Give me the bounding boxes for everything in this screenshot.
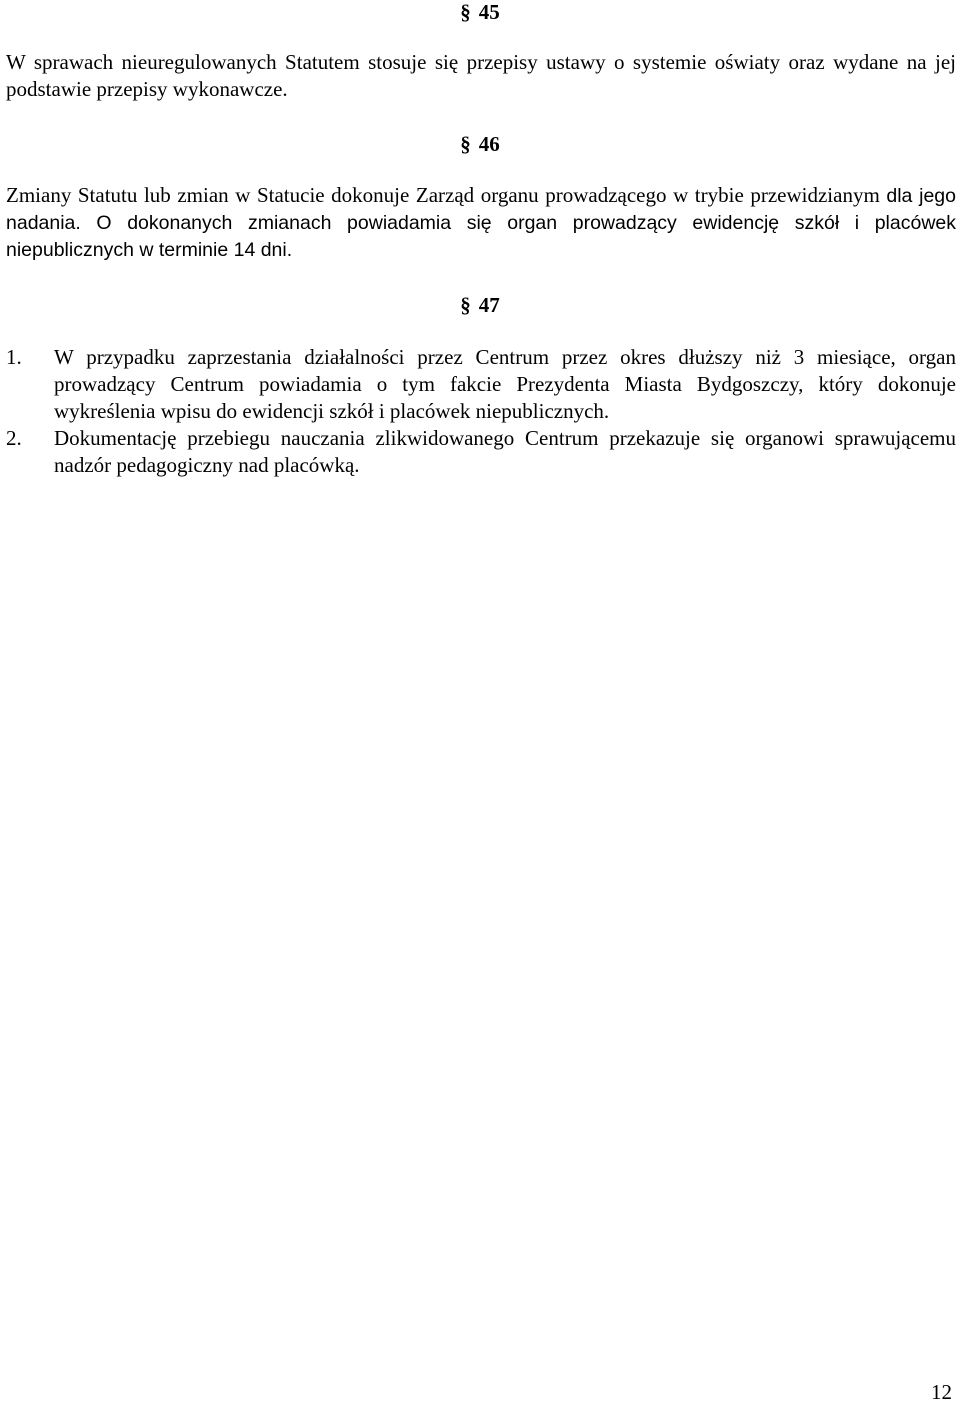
section-sign: § bbox=[460, 0, 471, 24]
section-sign: § bbox=[460, 293, 471, 317]
list-item-marker: 1. bbox=[6, 345, 22, 369]
section-46-paragraph-part2: dla jego nadania. O dokonanych zmianach powiadamia się organ prowadzący ewidencję szkół i placówek niepublicznych w terminie 14 dni. bbox=[6, 185, 956, 261]
section-46-paragraph bbox=[6, 182, 956, 264]
list-item bbox=[6, 425, 956, 479]
section-sign: § bbox=[460, 132, 471, 156]
page-number: 12 bbox=[931, 1380, 952, 1404]
list-item bbox=[6, 344, 956, 425]
section-47-list bbox=[6, 344, 956, 479]
section-heading-45 bbox=[0, 0, 960, 24]
list-item-marker: 2. bbox=[6, 426, 22, 450]
section-number: 47 bbox=[478, 293, 500, 317]
section-number: 45 bbox=[478, 0, 500, 24]
section-number: 46 bbox=[478, 132, 500, 156]
section-45-paragraph: W sprawach nieuregulowanych Statutem stosuje się przepisy ustawy o systemie oświaty oraz wydane na jej podstawie przepisy wykonawcze. bbox=[6, 50, 956, 101]
section-46-paragraph-part1: Zmiany Statutu lub zmian w Statucie dokonuje Zarząd organu prowadzącego w trybie przewidzianym bbox=[6, 183, 887, 207]
section-heading-47 bbox=[0, 293, 960, 317]
section-heading-46 bbox=[0, 132, 960, 156]
list-item-text: W przypadku zaprzestania działalności przez Centrum przez okres dłuższy niż 3 miesiące, organ prowadzący Centrum powiadamia o tym fakcie Prezydenta Miasta Bydgoszczy, który dokonuje wykreślenia wpisu do ewidencji szkół i placówek niepublicznych. bbox=[54, 345, 956, 423]
list-item-text: Dokumentację przebiegu nauczania zlikwidowanego Centrum przekazuje się organowi sprawującemu nadzór pedagogiczny nad placówką. bbox=[54, 426, 956, 477]
